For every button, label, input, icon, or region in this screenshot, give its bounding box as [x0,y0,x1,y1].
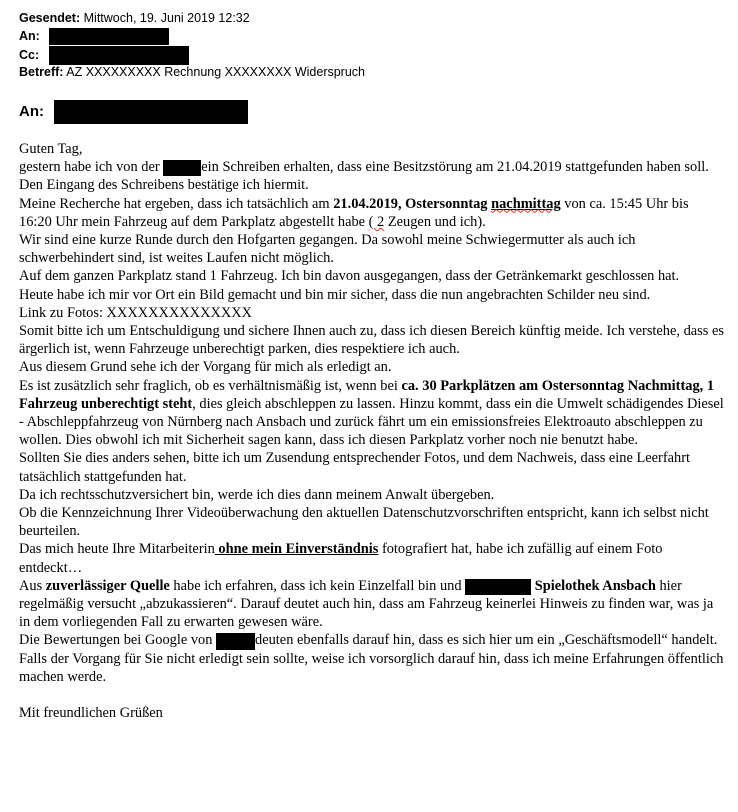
redacted-name [216,633,255,650]
sent-value: Mittwoch, 19. Juni 2019 12:32 [83,11,250,25]
recipient-label: An: [19,102,44,120]
paragraph-5: Heute habe ich mir vor Ort ein Bild gemacht und bin mir sicher, dass die nun angebrachten Schilder neu sind. [19,286,651,303]
redacted-company [465,579,531,595]
paragraph-4: Auf dem ganzen Parkplatz stand 1 Fahrzeug. Ich bin davon ausgegangen, dass der Getränkemarkt geschlossen hat. [19,268,680,285]
paragraph-9: Sollten Sie dies anders sehen, bitte ich um Zusendung entsprechender Fotos, und dem Nachweis, dass eine Leerfahrt tatsächlich stattgefunden hat. [19,450,690,485]
spacer [19,686,724,704]
paragraph-8: Es ist zusätzlich sehr fraglich, ob es verhältnismäßig ist, wenn bei ca. 30 Parkplätzen am Ostersonntag Nachmittag, 1 Fahrzeug unberechtigt steht, dies gleich abschleppen zu lassen. Hinzu kommt, dass ein die Umwelt schädigendes Diesel - Abschleppfahrzeug von Nürnberg nach Ansbach und zurück fährt um ein emissionsfreies Elektroauto abschleppen zu wollen. Dies obwohl ich mit Sicherheit sagen kann, dass ich diesen Parkplatz vorher noch nie benutzt habe. [19,377,724,449]
greeting: Guten Tag, [19,141,83,157]
paragraph-11: Ob die Kennzeichnung Ihrer Videoüberwachung den aktuellen Datenschutzvorschriften entspricht, kann ich selbst nicht beurteilen. [19,505,709,540]
redacted-recipient [54,100,248,124]
photo-link-line: Link zu Fotos: XXXXXXXXXXXXXX [19,304,253,321]
paragraph-13: Aus zuverlässiger Quelle habe ich erfahren, dass ich kein Einzelfall bin und Spielothek Ansbach hier regelmäßig versucht „abzukassieren“. Darauf deutet auch hin, dass am Fahrzeug keinerlei Hinweis zu finden war, was ja in dem vorliegenden Fall zu erwarten gewesen wäre. [19,577,714,631]
cc-label: Cc: [19,47,40,62]
subject-line [19,64,365,80]
paragraph-7: Aus diesem Grund sehe ich der Vorgang für mich als erledigt an. [19,359,392,376]
sent-line [19,10,250,26]
redacted-cc [49,46,189,65]
closing: Mit freundlichen Grüßen [19,705,163,722]
subject-value: AZ XXXXXXXXX Rechnung XXXXXXXX Widerspruch [66,65,365,79]
paragraph-15: Falls der Vorgang für Sie nicht erledigt sein sollte, weise ich vorsorglich darauf hin, dass ich meine Erfahrungen öffentlich machen werde. [19,650,724,685]
recipient-line [19,100,248,124]
sent-label: Gesendet: [19,11,81,25]
cc-line [19,46,189,65]
letter-body [19,140,724,722]
paragraph-6: Somit bitte ich um Entschuldigung und sichere Ihnen auch zu, dass ich diesen Bereich künftig meide. Ich verstehe, dass es ärgerlich ist, wenn Fahrzeuge unberechtigt parken, dies respektiere ich auch. [19,323,724,358]
subject-label: Betreff: [19,65,64,79]
paragraph-10: Da ich rechtsschutzversichert bin, werde ich dies dann meinem Anwalt übergeben. [19,486,495,503]
paragraph-3: Wir sind eine kurze Runde durch den Hofgarten gegangen. Da sowohl meine Schwiegermutter als auch ich schwerbehindert sind, ist weites Laufen nicht möglich. [19,232,636,267]
redacted-to [49,28,169,45]
to-line [19,28,169,45]
paragraph-14: Die Bewertungen bei Google von deuten ebenfalls darauf hin, dass es sich hier um ein „Geschäftsmodell“ handelt. [19,632,718,649]
to-label: An: [19,29,40,43]
paragraph-1: gestern habe ich von der ein Schreiben erhalten, dass eine Besitzstörung am 21.04.2019 stattgefunden haben soll. Den Eingang des Schreibens bestätige ich hiermit. [19,159,709,194]
paragraph-12: Das mich heute Ihre Mitarbeiterin ohne mein Einverständnis fotografiert hat, habe ich zufällig auf einem Foto entdeckt… [19,541,663,576]
paragraph-2: Meine Recherche hat ergeben, dass ich tatsächlich am 21.04.2019, Ostersonntag nachmittag von ca. 15:45 Uhr bis 16:20 Uhr mein Fahrzeug auf dem Parkplatz abgestellt habe ( 2 Zeugen und ich). [19,195,689,230]
redacted-sender [163,160,201,176]
